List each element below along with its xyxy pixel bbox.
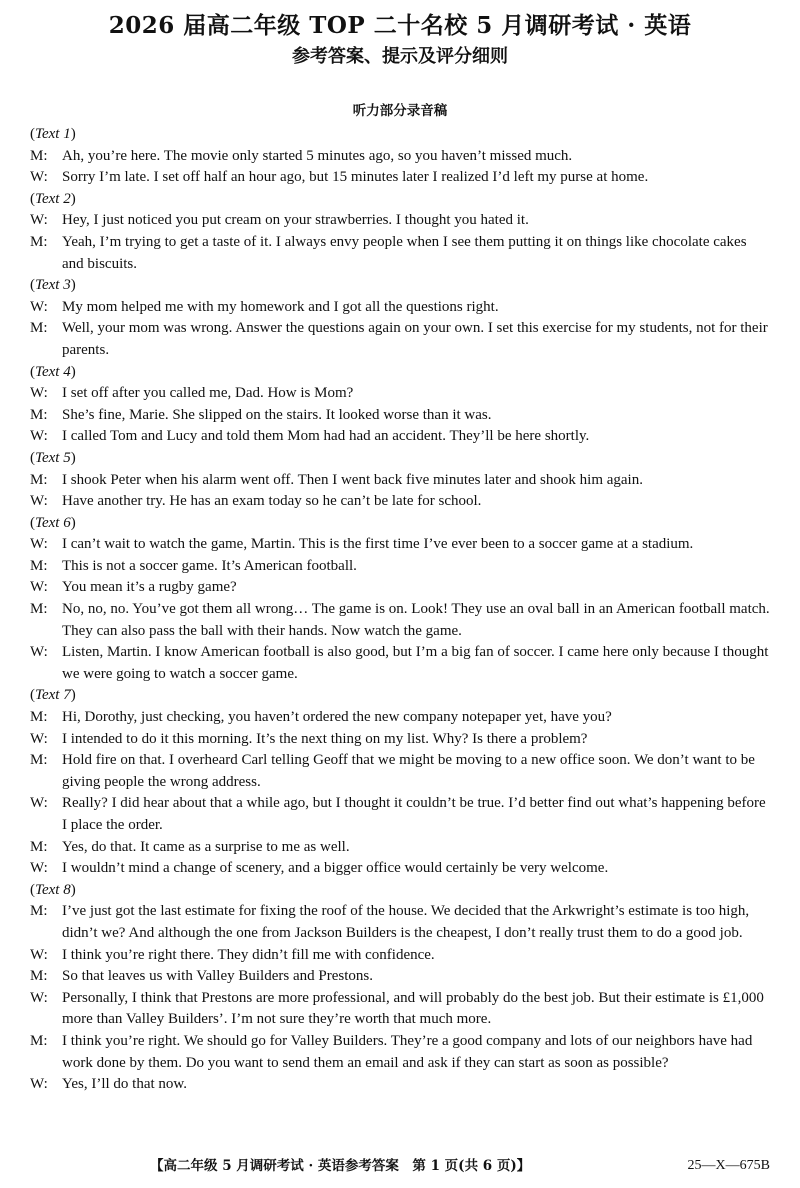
utterance-text: You mean it’s a rugby game? xyxy=(62,579,237,596)
footer-code: 25—X—675B xyxy=(687,1158,770,1173)
speaker-label: W: xyxy=(30,536,48,553)
dialogue-line xyxy=(30,599,770,642)
dialogue-line xyxy=(30,988,770,1031)
dialogue-line xyxy=(30,945,770,967)
speaker-label: W: xyxy=(30,169,48,186)
text-label-name: Text 7 xyxy=(35,687,71,704)
dialogue-line xyxy=(30,750,770,793)
dialogue-line xyxy=(30,426,770,448)
utterance-text: Yes, I’ll do that now. xyxy=(62,1076,188,1093)
listening-transcript xyxy=(30,124,770,1096)
speaker-label: W: xyxy=(30,385,48,402)
utterance-text: My mom helped me with my homework and I got all the questions right. xyxy=(62,298,499,315)
dialogue-line xyxy=(30,297,770,319)
utterance-text: Well, your mom was wrong. Answer the questions again on your own. I set this exercise for my students, not for their parents. xyxy=(62,320,768,358)
speaker-label: W: xyxy=(30,795,48,812)
dialogue-line xyxy=(30,534,770,556)
dialogue-line xyxy=(30,405,770,427)
dialogue-line xyxy=(30,383,770,405)
utterance-text: She’s fine, Marie. She slipped on the stairs. It looked worse than it was. xyxy=(62,406,492,423)
document-title: 2026 届高二年级 TOP 二十名校 5 月调研考试 · 英语 xyxy=(108,12,692,39)
speaker-label: W: xyxy=(30,644,48,661)
utterance-text: Yes, do that. It came as a surprise to me as well. xyxy=(62,838,350,855)
footer-page-info: 【高二年级 5 月调研考试 · 英语参考答案 第 1 页(共 6 页)】 xyxy=(150,1158,531,1174)
text-label: (Text 3) xyxy=(30,277,76,294)
speaker-label: W: xyxy=(30,428,48,445)
dialogue-line xyxy=(30,707,770,729)
speaker-label: M: xyxy=(30,557,48,574)
dialogue-line xyxy=(30,470,770,492)
speaker-label: M: xyxy=(30,233,48,250)
text-label: (Text 7) xyxy=(30,687,76,704)
text-block xyxy=(30,448,770,513)
utterance-text: I set off after you called me, Dad. How is Mom? xyxy=(62,385,354,402)
speaker-label: M: xyxy=(30,406,48,423)
speaker-label: W: xyxy=(30,730,48,747)
text-block xyxy=(30,513,770,686)
utterance-text: Yeah, I’m trying to get a taste of it. I always envy people when I see them putting it on things like chocolate cakes and biscuits. xyxy=(62,233,747,272)
section-heading: 听力部分录音稿 xyxy=(352,103,448,119)
speaker-label: M: xyxy=(30,752,48,769)
document-subtitle: 参考答案、提示及评分细则 xyxy=(292,46,508,67)
text-label-name: Text 6 xyxy=(35,514,71,531)
dialogue-line xyxy=(30,729,770,751)
speaker-label: M: xyxy=(30,1032,48,1049)
dialogue-line xyxy=(30,837,770,859)
text-label: (Text 2) xyxy=(30,190,76,207)
speaker-label: M: xyxy=(30,709,48,726)
speaker-label: M: xyxy=(30,471,48,488)
utterance-text: I intended to do it this morning. It’s the next thing on my list. Why? Is there a problem? xyxy=(62,730,588,747)
dialogue-line xyxy=(30,232,770,275)
text-label-name: Text 5 xyxy=(35,449,71,466)
utterance-text: Ah, you’re here. The movie only started 5 minutes ago, so you haven’t missed much. xyxy=(62,147,573,164)
dialogue-line xyxy=(30,642,770,685)
utterance-text: Personally, I think that Prestons are more professional, and will probably do the best job. But their estimate is £1,000 more than Valley Builders’. I’m not sure they’re worth that much more. xyxy=(62,989,764,1028)
speaker-label: W: xyxy=(30,946,48,963)
dialogue-line xyxy=(30,1074,770,1096)
utterance-text: I called Tom and Lucy and told them Mom had had an accident. They’ll be here shortly. xyxy=(62,428,590,445)
dialogue-line xyxy=(30,1031,770,1074)
utterance-text: Have another try. He has an exam today so he can’t be late for school. xyxy=(62,493,482,510)
text-label: (Text 1) xyxy=(30,126,76,142)
utterance-text: I can’t wait to watch the game, Martin. This is the first time I’ve ever been to a soccer game at a stadium. xyxy=(62,536,694,553)
speaker-label: W: xyxy=(30,1076,48,1093)
text-label: (Text 8) xyxy=(30,881,76,898)
dialogue-line xyxy=(30,491,770,513)
speaker-label: W: xyxy=(30,579,48,596)
dialogue-line xyxy=(30,210,770,232)
text-label: (Text 5) xyxy=(30,449,76,466)
text-block xyxy=(30,362,770,448)
utterance-text: Sorry I’m late. I set off half an hour ago, but 15 minutes later I realized I’d left my purse at home. xyxy=(62,169,649,186)
text-label-name: Text 1 xyxy=(35,126,71,142)
text-block xyxy=(30,189,770,275)
dialogue-line xyxy=(30,793,770,836)
speaker-label: M: xyxy=(30,968,48,985)
speaker-label: W: xyxy=(30,298,48,315)
utterance-text: I think you’re right there. They didn’t fill me with confidence. xyxy=(62,946,435,963)
dialogue-line xyxy=(30,167,770,189)
utterance-text: Really? I did hear about that a while ago, but I thought it couldn’t be true. I’d better find out what’s happening before I place the order. xyxy=(62,795,766,833)
text-label-name: Text 4 xyxy=(35,363,71,380)
speaker-label: M: xyxy=(30,320,48,337)
utterance-text: Hey, I just noticed you put cream on your strawberries. I thought you hated it. xyxy=(62,212,529,229)
text-block xyxy=(30,275,770,361)
speaker-label: W: xyxy=(30,860,48,877)
utterance-text: I wouldn’t mind a change of scenery, and a bigger office would certainly be very welcome. xyxy=(62,860,609,877)
text-block xyxy=(30,685,770,879)
text-label: (Text 4) xyxy=(30,363,76,380)
dialogue-line xyxy=(30,858,770,880)
speaker-label: M: xyxy=(30,147,48,164)
speaker-label: W: xyxy=(30,493,48,510)
dialogue-line xyxy=(30,901,770,944)
utterance-text: I’ve just got the last estimate for fixing the roof of the house. We decided that the Arkwright’s estimate is too high, didn’t we? And although the one from Jackson Builders is the cheapest, I don’t really trust them to do a good job. xyxy=(62,903,750,941)
speaker-label: M: xyxy=(30,601,48,618)
text-block xyxy=(30,880,770,1096)
utterance-text: Hi, Dorothy, just checking, you haven’t ordered the new company notepaper yet, have you? xyxy=(62,709,612,726)
speaker-label: W: xyxy=(30,989,48,1006)
dialogue-line xyxy=(30,577,770,599)
dialogue-line xyxy=(30,146,770,168)
speaker-label: M: xyxy=(30,903,48,920)
utterance-text: Listen, Martin. I know American football is also good, but I’m a big fan of soccer. I came here only because I thought we were going to watch a soccer game. xyxy=(62,644,769,682)
text-block xyxy=(30,124,770,189)
dialogue-line xyxy=(30,318,770,361)
text-label: (Text 6) xyxy=(30,514,76,531)
utterance-text: So that leaves us with Valley Builders and Prestons. xyxy=(62,968,373,985)
dialogue-line xyxy=(30,966,770,988)
utterance-text: I think you’re right. We should go for Valley Builders. They’re a good company and lots of our neighbors have had work done by them. Do you want to send them an email and ask if they can start as soon as possible? xyxy=(62,1032,753,1071)
dialogue-line xyxy=(30,556,770,578)
text-label-name: Text 2 xyxy=(35,190,71,207)
utterance-text: This is not a soccer game. It’s American football. xyxy=(62,557,357,574)
utterance-text: No, no, no. You’ve got them all wrong… The game is on. Look! They use an oval ball in an American football match. They can also pass the ball with their hands. Now watch the game. xyxy=(62,601,770,639)
speaker-label: M: xyxy=(30,838,48,855)
text-label-name: Text 8 xyxy=(35,881,71,898)
speaker-label: W: xyxy=(30,212,48,229)
text-label-name: Text 3 xyxy=(35,277,71,294)
utterance-text: Hold fire on that. I overheard Carl telling Geoff that we might be moving to a new office soon. We don’t want to be giving people the wrong address. xyxy=(62,752,755,790)
utterance-text: I shook Peter when his alarm went off. Then I went back five minutes later and shook him again. xyxy=(62,471,643,488)
